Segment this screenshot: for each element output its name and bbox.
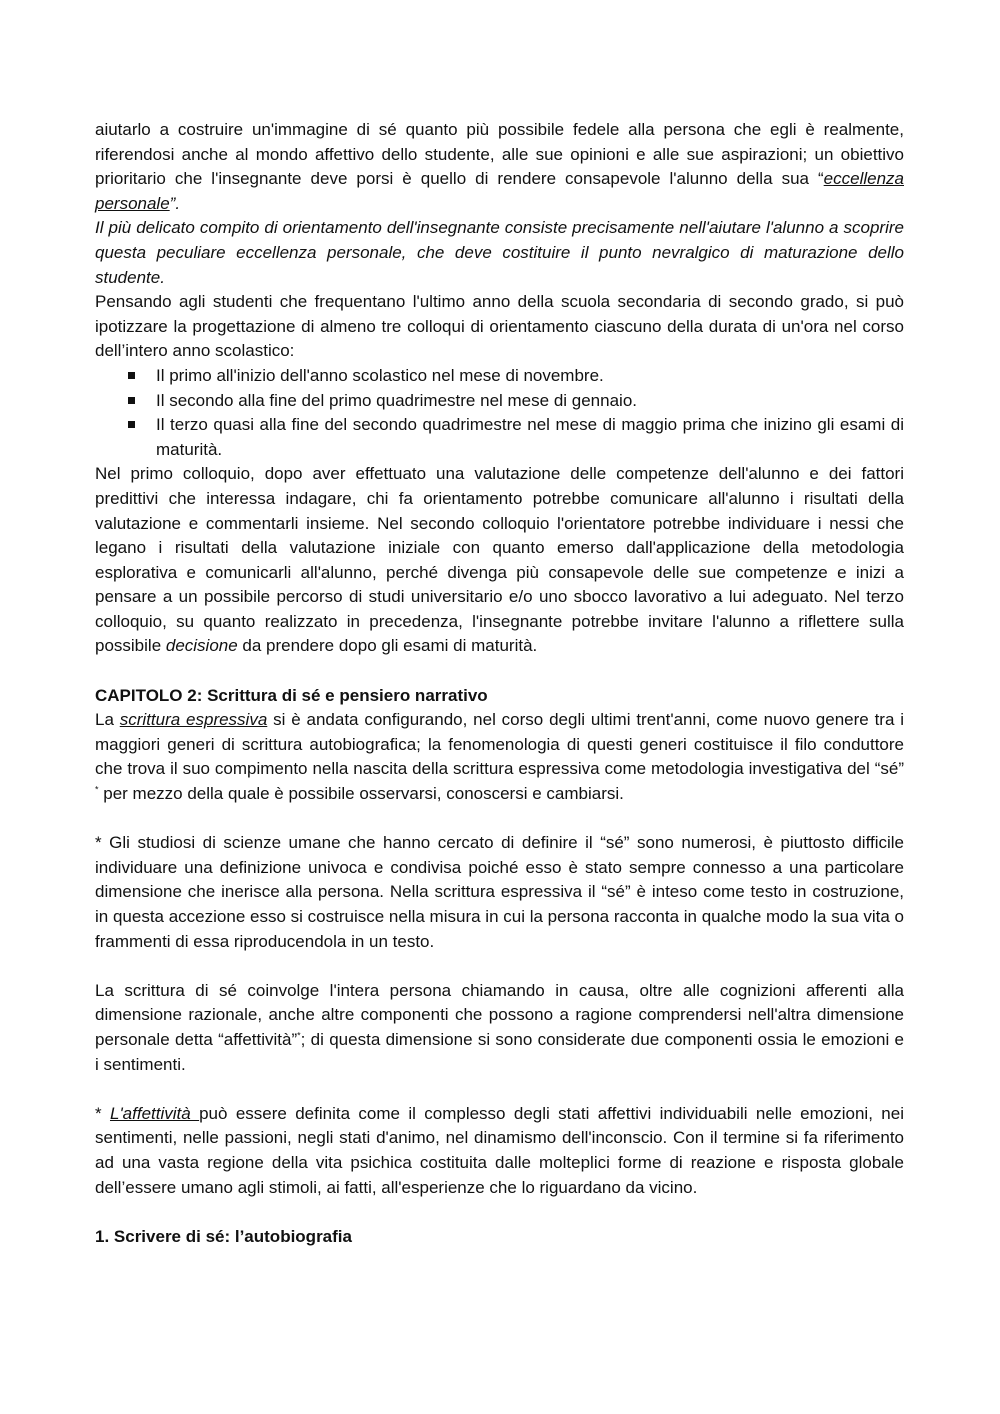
intro-text: aiutarlo a costruire un'immagine di sé quanto più possibile fedele alla persona che egli è realmente, riferendosi anche al mondo affettivo dello studente, alle sue opinioni e alle sue aspirazioni; un obiettivo prioritario che l'insegnante deve porsi è quello di rendere consapevole l'alunno della sua “: [95, 120, 904, 189]
ch2-p1-b: si è andata configurando, nel corso degli ultimi trent'anni, come nuovo genere tra i maggiori generi di scrittura autobiografica; la fenomenologia di questi generi costituisce il filo conduttore che trova il suo compimento nella nascita della scrittura espressiva come metodologia investigativa del “sé”: [95, 710, 905, 779]
paragraph-intro-4: [95, 462, 904, 659]
note2-a: *: [95, 1103, 110, 1123]
paragraph-ch2-2: [95, 979, 904, 1077]
emphasis-eccellenza: eccellenza personale: [95, 169, 904, 213]
spacer: [95, 659, 904, 684]
spacer: [95, 954, 904, 979]
spacer: [95, 1077, 904, 1102]
list-item: Il secondo alla fine del primo quadrimestre nel mese di gennaio.: [156, 389, 904, 414]
colloqui-list: [95, 364, 904, 462]
section-1-heading: 1. Scrivere di sé: l’autobiografia: [95, 1226, 352, 1246]
ch2-p2-b: ; di questa dimensione si sono considerate due componenti ossia le emozioni e i sentimenti.: [95, 1029, 904, 1074]
footnote-marker: *: [297, 1030, 301, 1041]
paragraph-intro-3: Pensando agli studenti che frequentano l'ultimo anno della scuola secondaria di secondo grado, si può ipotizzare la progettazione di almeno tre colloqui di orientamento ciascuno della durata di un'ora nel corso dell’intero anno scolastico:: [95, 292, 904, 361]
intro-end: ”.: [169, 193, 181, 213]
italic-statement: Il più delicato compito di orientamento dell'insegnante consiste precisamente nell'aiutare l'alunno a scoprire questa peculiare eccellenza personale, che deve costituire il punto nevralgico di maturazione dello studente.: [95, 218, 904, 287]
footnote-se: * Gli studiosi di scienze umane che hanno cercato di definire il “sé” sono numerosi, è piuttosto difficile individuare una definizione univoca e condivisa poiché esso è stato sempre connesso a una particolare dimensione che inerisce alla persona. Nella scrittura espressiva il “sé” è inteso come testo in costruzione, in questa accezione esso si costruisce nella misura in cui la persona racconta in qualche modo la sua vita o frammenti di essa riproducendola in un testo.: [95, 833, 904, 951]
spacer: [95, 1200, 904, 1225]
spacer: [95, 807, 904, 832]
list-item: Il terzo quasi alla fine del secondo quadrimestre nel mese di maggio prima che inizino gli esami di maturità.: [156, 413, 904, 462]
ch2-p1-a: La: [95, 710, 120, 730]
ch2-p2-a: La scrittura di sé coinvolge l'intera persona chiamando in causa, oltre alle cognizioni afferenti alla dimensione razionale, anche altre componenti che possono a ragione comprendersi nell'altra dimensione personale detta “affettività”: [95, 980, 904, 1049]
list-item: Il primo all'inizio dell'anno scolastico nel mese di novembre.: [156, 364, 904, 389]
p4-text-a: Nel primo colloquio, dopo aver effettuato una valutazione delle competenze dell'alunno e dei fattori predittivi che interessa indagare, chi fa orientamento potrebbe comunicare all'alunno i risultati della valutazione e commentarli insieme. Nel secondo colloquio l'orientatore potrebbe individuare i nessi che legano i risultati della valutazione iniziale con quanto emerso dall'applicazione della metodologia esplorativa e comunicarli all'alunno, perché divenga più consapevole delle sue competenze e inizi a pensare a un possibile percorso di studi universitario e/o uno sbocco lavorativo a lui adeguato. Nel terzo colloquio, su quanto realizzato in precedenza, l'insegnante potrebbe invitare l'alunno a riflettere sulla possibile: [95, 464, 904, 656]
emphasis-affettivita: L'affettività: [109, 1103, 200, 1123]
paragraph-intro-2: [95, 216, 904, 290]
footnote-affettivita: [95, 1102, 904, 1200]
paragraph-ch2-1: [95, 708, 904, 806]
note2-b: può essere definita come il complesso degli stati affettivi individuabili nelle emozioni, nei sentimenti, nelle passioni, negli stati d'animo, nel dinamismo dell'inconscio. Con il termine si fa riferimento ad una vasta regione della vita psichica costituita dalle molteplici forme di reazione e risposta globale dell’essere umano agli stimoli, ai fatti, all'esperienze che lo riguardano da vicino.: [95, 1103, 904, 1197]
chapter-2-heading: CAPITOLO 2: Scrittura di sé e pensiero narrativo: [95, 685, 488, 705]
ch2-p1-c: per mezzo della quale è possibile osservarsi, conoscersi e cambiarsi.: [98, 784, 624, 804]
footnote-marker: *: [95, 784, 99, 795]
p4-text-b: da prendere dopo gli esami di maturità.: [237, 636, 538, 656]
emphasis-decisione: decisione: [165, 636, 238, 656]
paragraph-intro-1: [95, 118, 904, 216]
emphasis-scrittura-espressiva: scrittura espressiva: [119, 710, 268, 730]
